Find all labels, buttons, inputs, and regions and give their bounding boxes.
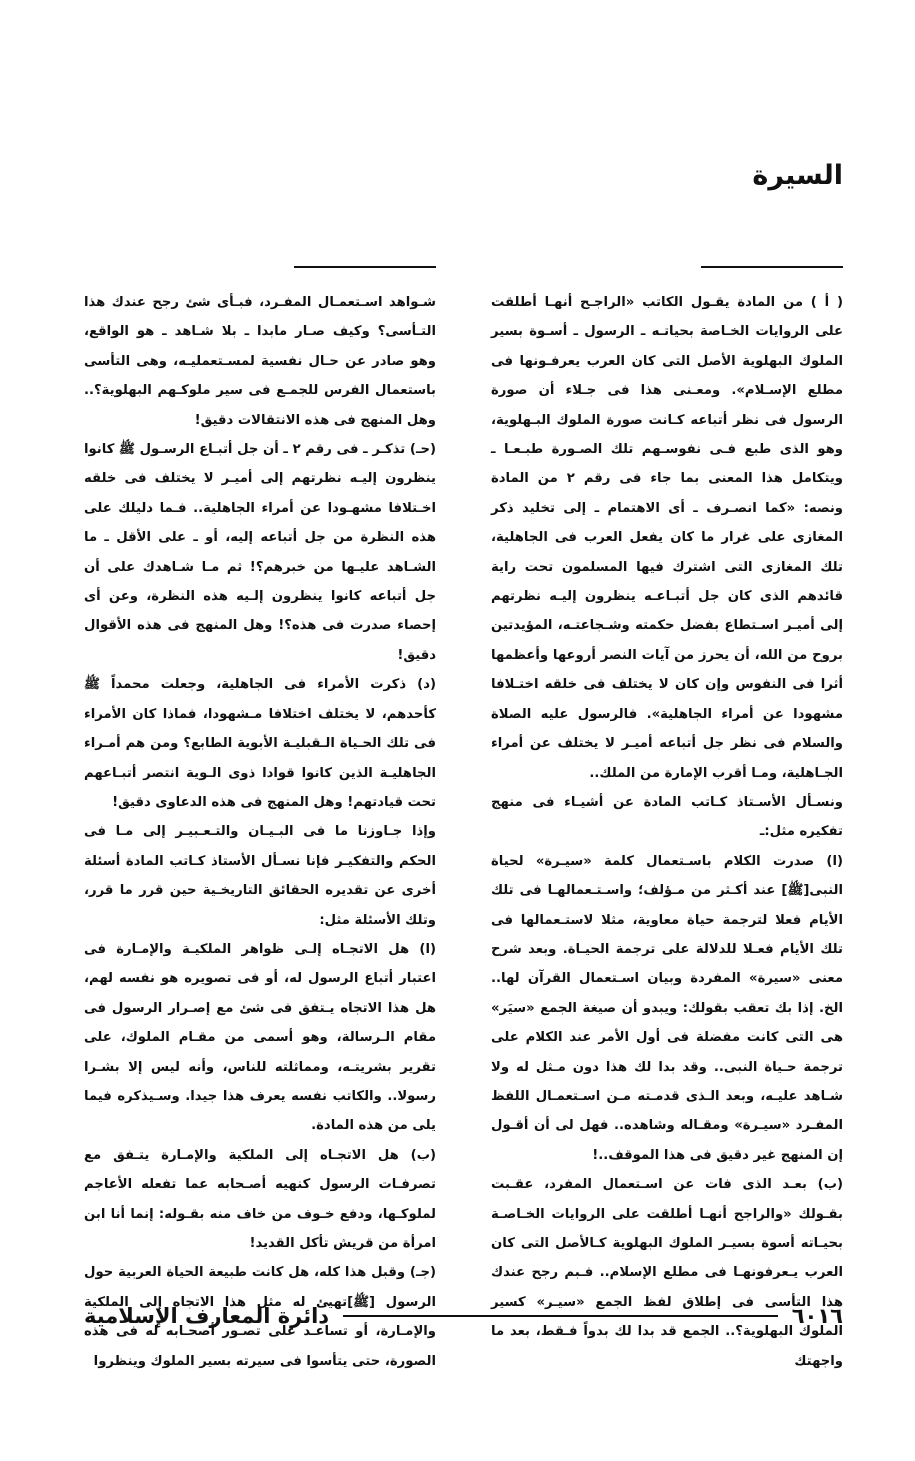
paragraph: (ا) صدرت الكلام باسـتعمال كلمة «سيـرة» لحياة النبى[ﷺ] عند أكـثر من مـؤلف؛ واسـتـعمالهـا فى تلك الأيام فعلا لترجمة حياة معاوية، مثلا لاستـعمالها فى تلك الأيام فعـلا للدلالة على ترجمة الحيـاة. وبعد شرح معنى «سيرة» المفردة وبيان اسـتعمال القرآن لها.. الخ. إذا بك تعقب بقولك: ويبدو أن صيغة الجمع «سيَر» هى التى كانت مفضلة فى أول الأمر عند الكلام على ترجمة حـياة النبى.. وقد بدا لك هذا دون مـثل له ولا شـاهد عليـه، وبعد الـذى قدمـته مـن اسـتعمـال اللفظ المفـرد «سيـرة» ومقـاله وشاهده.. فهل لى أن أقـول إن المنهج غير دقيق فى هذا الموقف..! — [491, 853, 843, 1163]
paragraph: (حـ) تذكـر ـ فى رقم ٢ ـ أن جل أتبـاع الرسـول ﷺ كانوا ينظرون إليـه نظرتهم إلى أميـر لا يختلف فى خلقه اخـتلافا مشهـودا عن أمراء الجاهلية.. فـما دليلك على هذه النظرة من جل أتباعه إليه، أو ـ على الأقل ـ ما الشـاهد عليـها من خبرهم؟! ثم مـا شـاهدك على أن جل أتباعه كانوا ينظرون إلـيه هذه النظرة، وعن أى إحصاء صدرت فى هذه؟! وهل المنهج فى هذه الأقوال دقيق! — [84, 442, 436, 663]
column-rule — [701, 266, 843, 268]
paragraph: شـواهد اسـتعمـال المفـرد، فبـأى شئ رجح عندك هذا التـأسى؟ وكيف صـار مابدا ـ بلا شـاهد ـ هو الواقع، وهو صادر عن حـال نفسية لمسـتعمليـه، وهى التأسى باستعمال الفرس للجمـع فى سير ملوكـهم البهلوية؟.. وهل المنهج فى هذه الانتقالات دقيق! — [84, 295, 436, 428]
footer-rule — [343, 1315, 778, 1317]
paragraph: (د) ذكرت الأمراء فى الجاهلية، وجعلت محمداً ﷺ كأحدهم، لا يختلف اختلافا مـشهودا، فماذا كان الأمراء فى تلك الحـياة الـقبليـة الأبوية الطابع؟ ومن هم أمـراء الجاهليـة الذين كانوا قوادا ذوى الـوية انتصر أتبـاعهم تحت قيادتهم! وهل المنهج فى هذه الدعاوى دقيق! — [84, 677, 436, 810]
page-footer — [84, 1296, 843, 1336]
paragraph: (ب) بعـد الذى فات عن اسـتعمال المفرد، عقـبت بقـولك «والراجح أنهـا أطلقت على الروايات الخـاصـة بحيـاته أسوة بسيـر الملوك البهلوية كـالأصل التى كان العرب يـعرفونهـا فى مطلع الإسلام.. فـبم رجح عندك هذا التأسى فى إطلاق لفظ الجمع «سيـر» كسير الملوك البهلوية؟.. الجمع قد بدا لك بدواً فـقط، بعد ما واجهتك — [491, 1177, 843, 1369]
publication-title: دائرة المعارف الإسلامية — [84, 1304, 330, 1328]
paragraph: ونسـأل الأسـتاذ كـاتب المادة عن أشيـاء فى منهج تفكيره مثل:ـ — [491, 794, 843, 840]
paragraph: (ب) هل الاتجـاه إلى الملكية والإمـارة يتـفق مع تصرفـات الرسول كنهيه أصـحابه عما تفعله الأعاجم لملوكـها، ودفع خـوف من خاف منه بقـوله: إنما أنا ابن امرأة من قريش تأكل القديد! — [84, 1147, 436, 1251]
paragraph: ( أ ) من المادة يقـول الكاتب «الراجـح أنهـا أطلقت على الروايات الخـاصة بحياتـه ـ الرسول ـ أسـوة بسير الملوك البهلوية الأصل التى كان العرب يعرفـونها فى مطلع الإسـلام». ومعـنى هذا فى جـلاء أن صورة الرسول فى نظر أتباعه كـانت صورة الملوك البـهلوية، وهو الذى طبع فـى نفوسـهم تلك الصـورة طبـعـا ـ ويتكامل هذا المعنى بما جاء فى رقم ٢ من المادة ونصه: «كما انصـرف ـ أى الاهتمام ـ إلى تخليد ذكر المغازى على غرار ما كان يفعل العرب فى الجاهلية، تلك المغازى التى اشترك فيها المسلمون تحت راية قائدهم الذى كان جل أتبـاعـه ينظرون إليـه نظرتهم إلى أميـر اسـتطاع بفضل حكمته وشـجاعتـه، المؤيدتين بروح من الله، أن يحرز من آيات النصر أروعها وأعظمها أثرا فى النفوس وإن كان لا يختلف فى خلقه اختـلافا مشهودا عن أمراء الجاهلية». فالرسول عليه الصلاة والسلام فى نظر جل أتباعه أميـر لا يختلف عن أمراء الجـاهلية، ومـا أقرب الإمارة من الملك.. — [491, 295, 843, 781]
column-rule — [294, 266, 436, 268]
page-number: ٦٠١٦ — [791, 1304, 843, 1328]
paragraph: (جـ) وقبل هذا كله، هل كانت طبيعة الحياة العربية حول الرسول [ﷺ]تهيئ له مثل هذا الاتجاه إلى الملكية والإمـارة، أو تساعـد على تصـور أصحـابه له فى هذه الصورة، حتى يتأسوا فى سيرته بسير الملوك وينظروا — [84, 1265, 436, 1369]
paragraph: وإذا جـاوزنا ما فى البـيـان والتـعـبيـر إلى مـا فى الحكم والتفكيـر فإنا نسـأل الأستاذ كـاتب المادة أسئلة أخرى عن تقديره الحقائق التاريخـية حين قرر ما قرر، وتلك الأسئلة مثل: — [84, 824, 436, 928]
page-title: السيرة — [752, 160, 843, 191]
paragraph: (ا) هل الاتجـاه إلـى ظواهر الملكيـة والإمـارة فى اعتبار أتباع الرسول له، أو فى تصويره هو نفسه لهم، هل هذا الاتجاه يـتفق فى شئ مع إصـرار الرسول فى مقام الـرسالة، وهو أسمى من مقـام الملوك، على تقرير بشريتـه، ومماثلته للناس، وأنه ليس إلا بشـرا رسولا.. والكاتب نفسه يعرف هذا جيدا. وسـيذكره فيما يلى من هذه المادة. — [84, 941, 436, 1134]
